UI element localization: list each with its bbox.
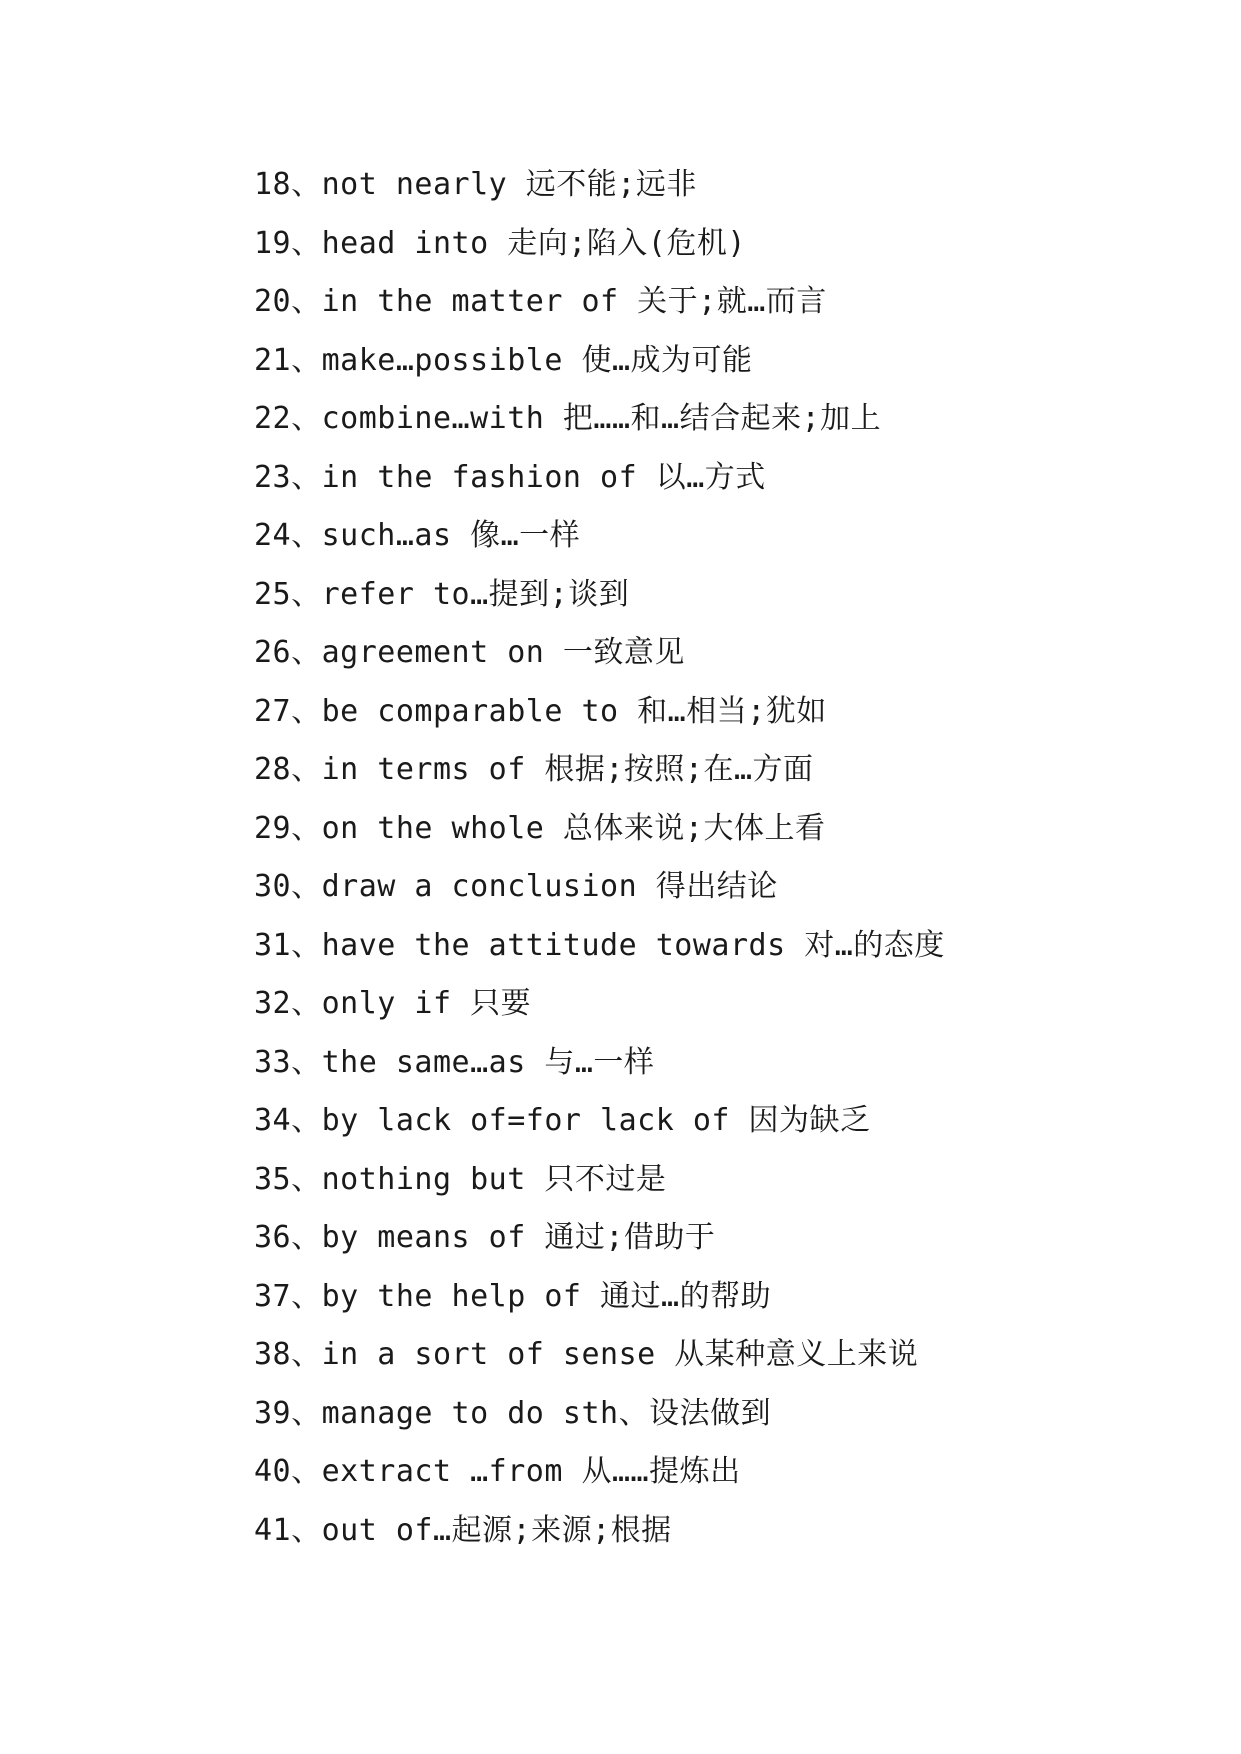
phrase-line: 26、agreement on 一致意见: [254, 635, 685, 670]
phrase-line: 33、the same…as 与…一样: [254, 1044, 655, 1080]
phrase-line: 32、only if 只要: [254, 986, 532, 1021]
phrase-line: 28、in terms of 根据;按照;在…方面: [254, 752, 814, 787]
phrase-line: 29、on the whole 总体来说;大体上看: [254, 810, 826, 846]
phrase-line: 35、nothing but 只不过是: [254, 1161, 667, 1197]
phrase-line: 30、draw a conclusion 得出结论: [254, 869, 778, 904]
phrase-line: 23、in the fashion of 以…方式: [254, 459, 766, 495]
phrase-list: [254, 164, 945, 1568]
phrase-line: 25、refer to…提到;谈到: [254, 576, 630, 612]
phrase-line: 39、manage to do sth、设法做到: [254, 1395, 772, 1431]
phrase-line: 21、make…possible 使…成为可能: [254, 342, 753, 378]
phrase-line: 22、combine…with 把……和…结合起来;加上: [254, 401, 882, 436]
phrase-line: 41、out of…起源;来源;根据: [254, 1512, 672, 1548]
phrase-line: 37、by the help of 通过…的帮助: [254, 1278, 772, 1314]
phrase-line: 20、in the matter of 关于;就…而言: [254, 284, 827, 319]
phrase-line: 31、have the attitude towards 对…的态度: [254, 927, 945, 963]
phrase-line: 19、head into 走向;陷入(危机): [254, 225, 746, 261]
phrase-line: 36、by means of 通过;借助于: [254, 1220, 716, 1255]
phrase-line: 38、in a sort of sense 从某种意义上来说: [254, 1337, 919, 1372]
phrase-line: 40、extract …from 从……提炼出: [254, 1454, 741, 1489]
phrase-line: 18、not nearly 远不能;远非: [254, 167, 697, 202]
phrase-line: 24、such…as 像…一样: [254, 518, 581, 553]
phrase-line: 34、by lack of=for lack of 因为缺乏: [254, 1103, 871, 1138]
phrase-line: 27、be comparable to 和…相当;犹如: [254, 693, 827, 729]
